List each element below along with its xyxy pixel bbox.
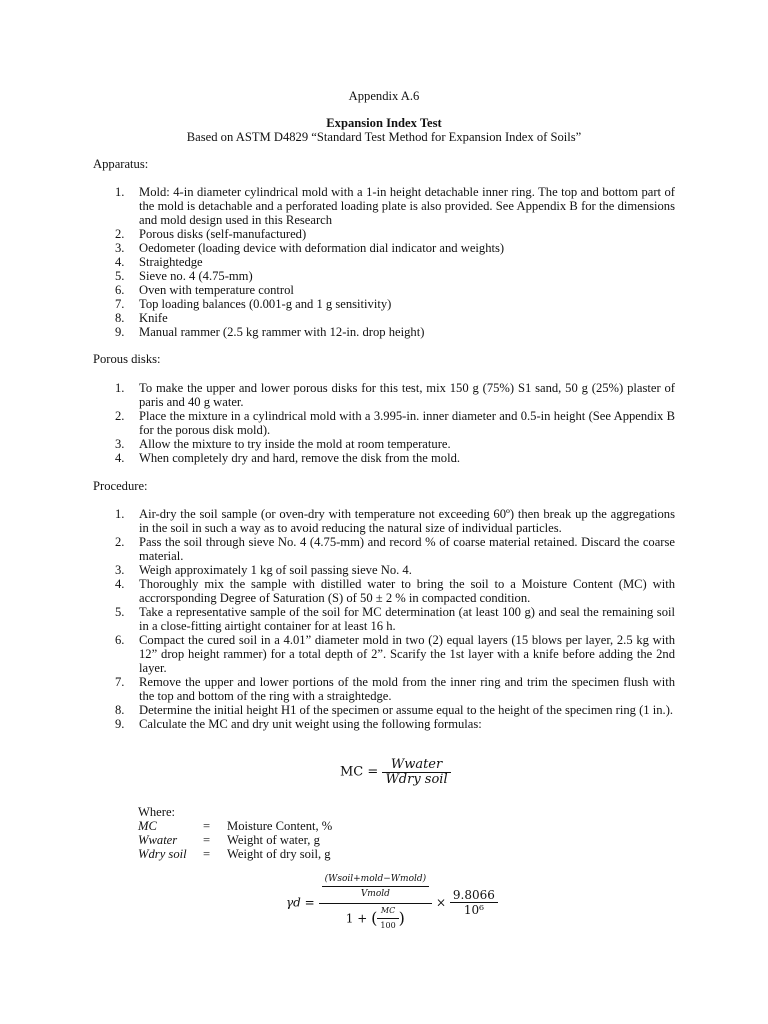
list-item: 5. Take a representative sample of the soil for MC determination (at least 100 g) and seal the remaining soil in a close-fitting airtight container for at least 16 h.: [115, 605, 675, 633]
gd-main-denominator: [319, 903, 433, 933]
list-item: 6. Compact the cured soil in a 4.01” diameter mold in two (2) equal layers (15 blows per layer, 2.5 kg with 12” drop height rammer) for a total depth of 2”. Scarify the 1st layer with a knife before adding the 2nd layer.: [115, 633, 675, 675]
gd-one-plus: 1 +: [345, 911, 368, 926]
procedure-list: [93, 507, 675, 731]
porous-list: [93, 381, 675, 465]
list-item: 1. Mold: 4-in diameter cylindrical mold with a 1-in height detachable inner ring. The top and bottom part of the mold is detachable and a perforated loading plate is also provided. See Appendix B for the dimensions and mold design used in this Research: [115, 185, 675, 227]
list-item: 8. Knife: [115, 311, 168, 325]
gd-mc-denominator: 100: [377, 918, 398, 933]
mc-formula-lhs: MC =: [340, 764, 379, 780]
list-item: 2. Porous disks (self-manufactured): [115, 227, 307, 241]
document-subtitle: Based on ASTM D4829 “Standard Test Method for Expansion Index of Soils”: [186, 130, 582, 144]
where-label: Where:: [138, 805, 176, 819]
procedure-heading: Procedure:: [93, 479, 148, 493]
porous-heading: Porous disks:: [93, 352, 161, 366]
gd-mc-fraction: [377, 904, 398, 933]
gd-left-paren: (: [371, 908, 378, 928]
gd-mc-numerator: MC: [380, 906, 396, 915]
document-title: Expansion Index Test: [326, 116, 442, 130]
gd-constant-denominator: 10⁶: [450, 902, 498, 917]
gd-right-paren: ): [398, 908, 405, 928]
list-item: 6. Oven with temperature control: [115, 283, 294, 297]
where-row-wdrysoil: Wdry soil = Weight of dry soil, g: [138, 847, 331, 861]
where-row-mc: MC = Moisture Content, %: [138, 819, 333, 833]
gd-inner-numerator: (Wsoil+mold−Wmold): [324, 874, 427, 884]
mc-formula-numerator: Wwater: [390, 757, 443, 772]
list-item: 9. Calculate the MC and dry unit weight using the following formulas:: [115, 717, 482, 731]
gd-inner-fraction: [322, 872, 430, 901]
gd-main-fraction: [319, 872, 433, 933]
list-item: 3. Allow the mixture to try inside the mold at room temperature.: [115, 437, 451, 451]
list-item: 4. When completely dry and hard, remove the disk from the mold.: [115, 451, 461, 465]
gd-constant-numerator: 9.8066: [452, 888, 495, 902]
gd-constant-fraction: [450, 888, 498, 917]
mc-formula-fraction: [382, 758, 450, 787]
list-item: 3. Weigh approximately 1 kg of soil passing sieve No. 4.: [115, 563, 412, 577]
gd-formula-lhs: γd =: [286, 895, 315, 910]
gd-main-numerator: [319, 872, 433, 903]
list-item: 4. Straightedge: [115, 255, 203, 269]
list-item: 1. Air-dry the soil sample (or oven-dry with temperature not exceeding 60º) then break up the aggregations in the soil in such a way as to avoid reducing the natural size of individual particles.: [115, 507, 675, 535]
gd-times: ×: [435, 895, 447, 910]
gd-inner-denominator: Vmold: [322, 886, 430, 901]
list-item: 8. Determine the initial height H1 of the specimen or assume equal to the height of the specimen ring (1 in.).: [115, 703, 674, 717]
list-item: 7. Top loading balances (0.001-g and 1 g sensitivity): [115, 297, 392, 311]
list-item: 7. Remove the upper and lower portions of the mold from the inner ring and trim the specimen flush with the top and bottom of the ring with a straightedge.: [115, 675, 675, 703]
dry-unit-weight-formula: [286, 872, 498, 933]
list-item: 2. Pass the soil through sieve No. 4 (4.75-mm) and record % of coarse material retained. Discard the coarse material.: [115, 535, 675, 563]
mc-formula: [340, 758, 451, 787]
apparatus-heading: Apparatus:: [93, 157, 149, 171]
apparatus-list: [93, 185, 675, 339]
list-item: 4. Thoroughly mix the sample with distilled water to bring the soil to a Moisture Content (MC) with accrorsponding Degree of Saturation (S) of 50 ± 2 % in compacted condition.: [115, 577, 675, 605]
list-item: 1. To make the upper and lower porous disks for this test, mix 150 g (75%) S1 sand, 50 g (25%) plaster of paris and 40 g water.: [115, 381, 675, 409]
mc-formula-denominator: Wdry soil: [382, 772, 450, 787]
list-item: 3. Oedometer (loading device with deformation dial indicator and weights): [115, 241, 505, 255]
list-item: 2. Place the mixture in a cylindrical mold with a 3.995-in. inner diameter and 0.5-in height (See Appendix B for the porous disk mold).: [115, 409, 675, 437]
list-item: 9. Manual rammer (2.5 kg rammer with 12-in. drop height): [115, 325, 425, 339]
appendix-label: Appendix A.6: [348, 89, 420, 103]
where-row-wwater: Wwater = Weight of water, g: [138, 833, 320, 847]
list-item: 5. Sieve no. 4 (4.75-mm): [115, 269, 253, 283]
